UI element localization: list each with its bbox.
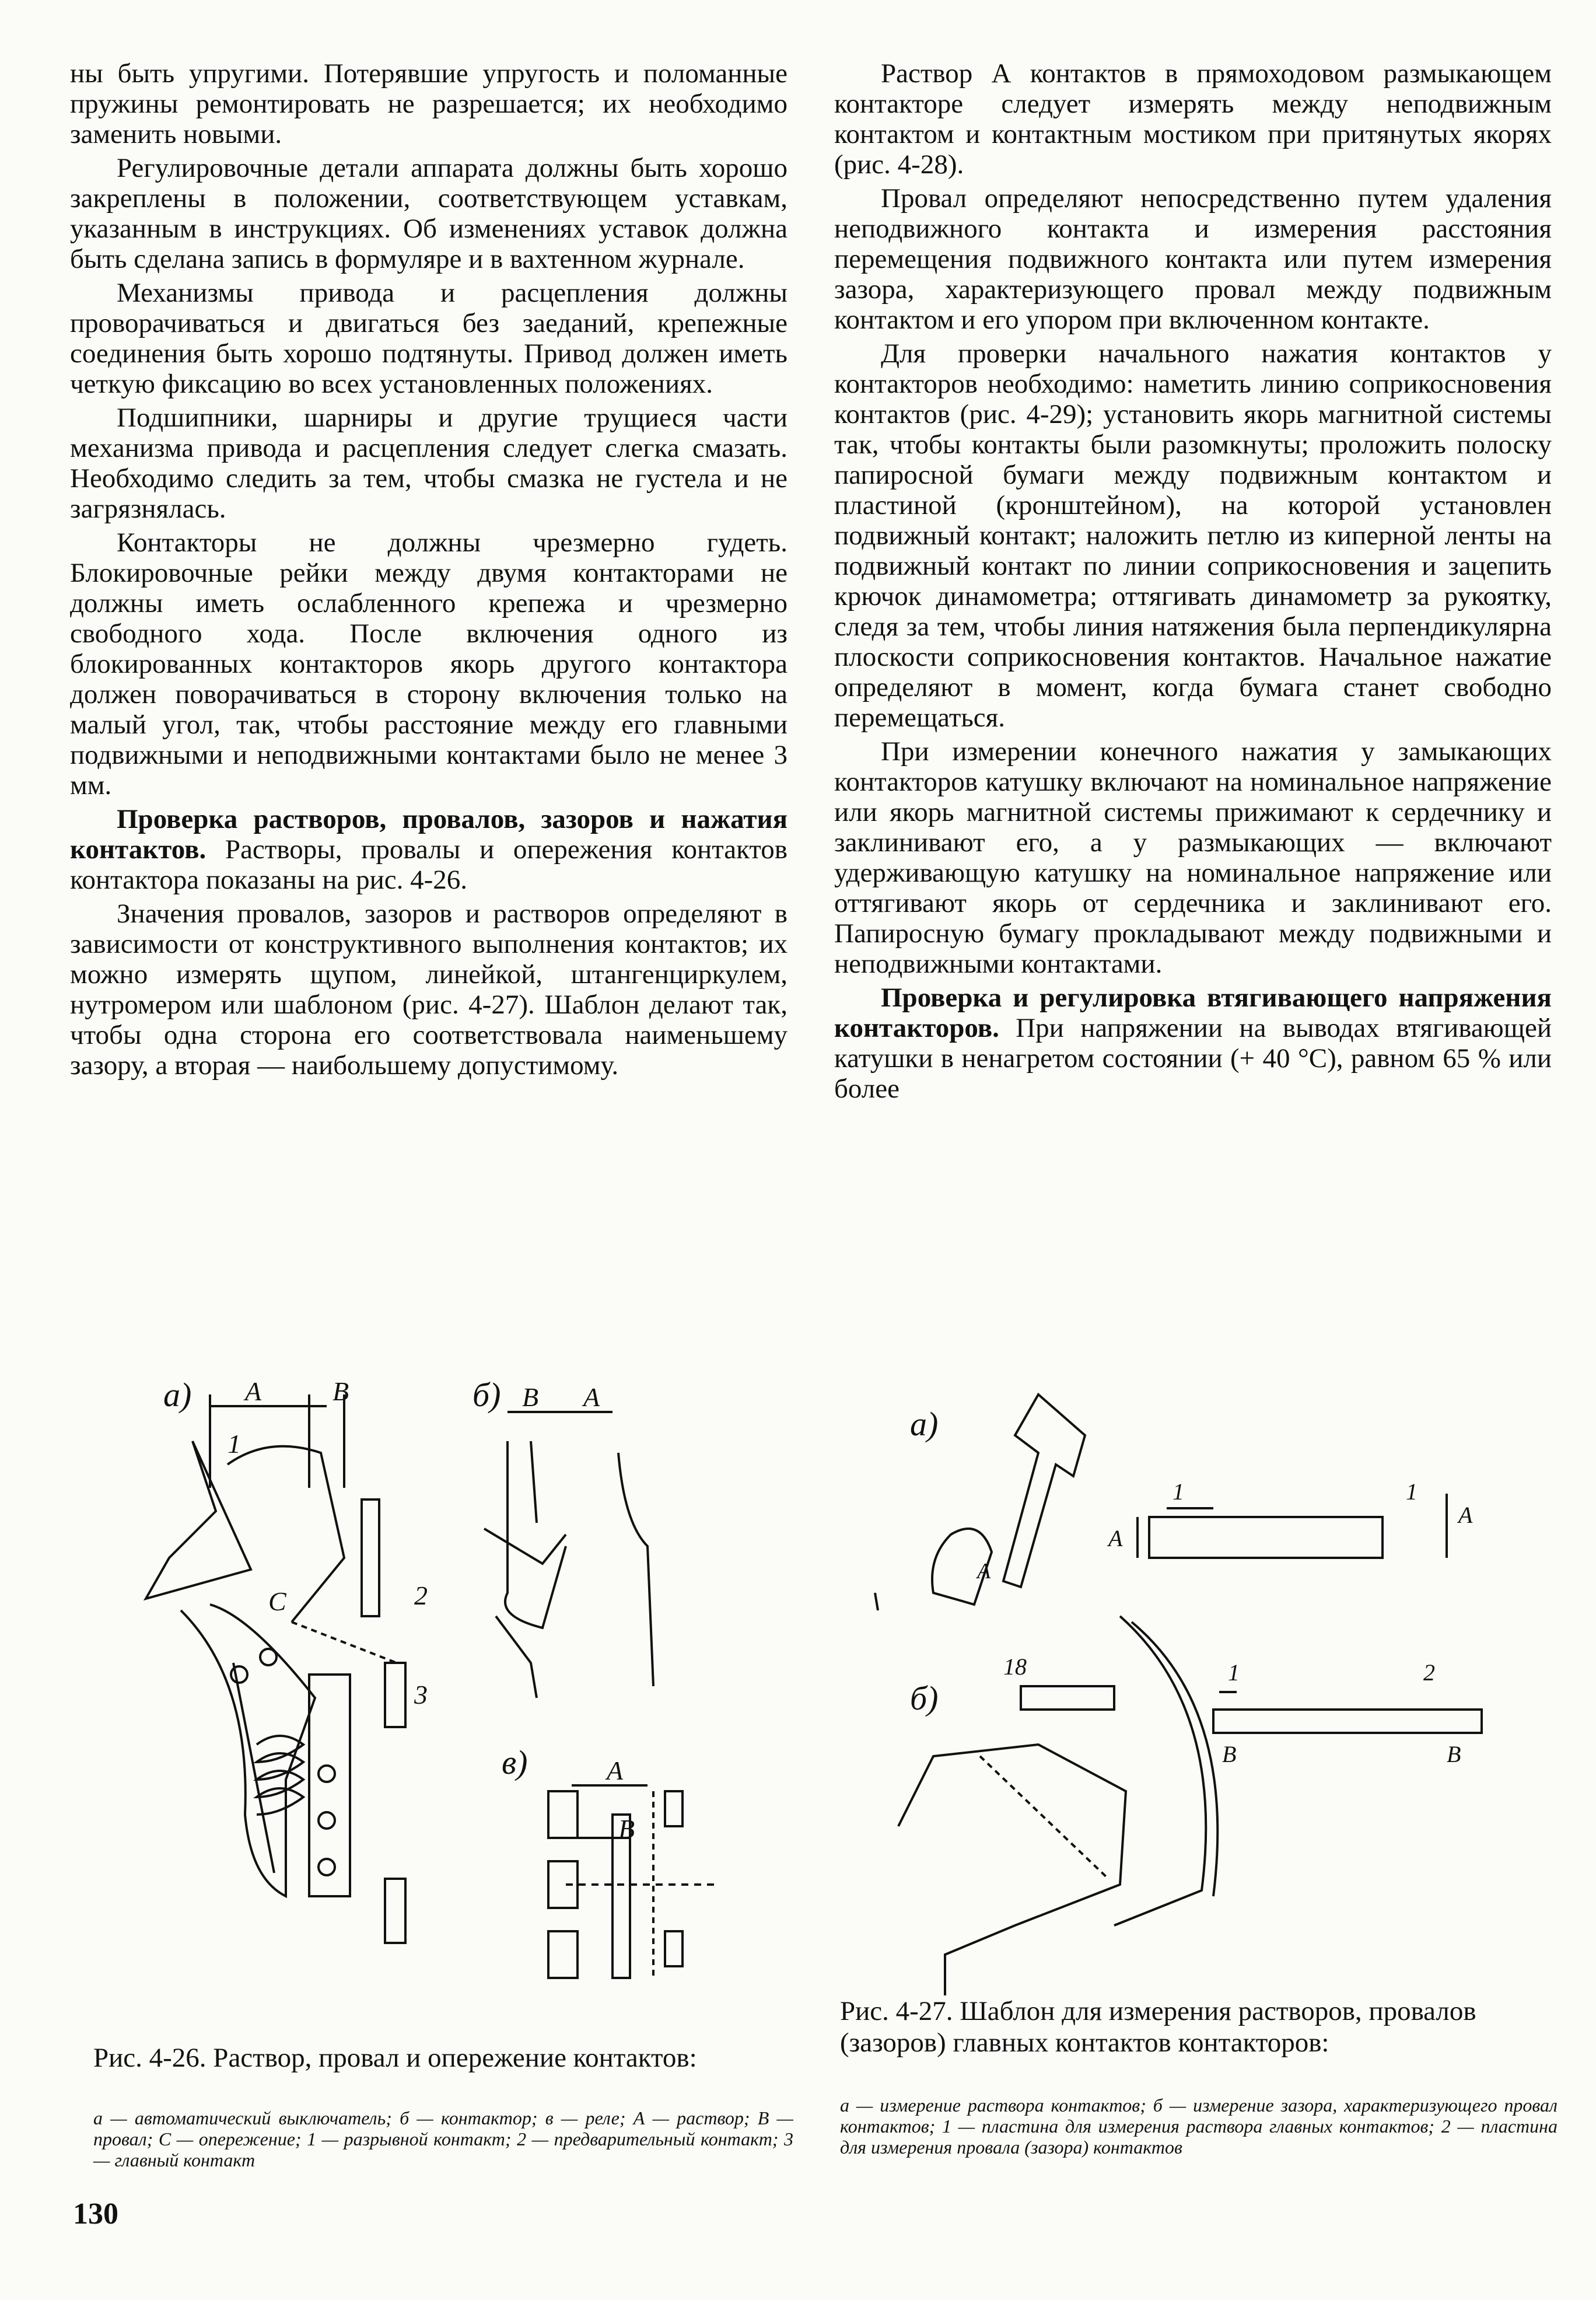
paragraph-heading: Проверка и регулировка втягивающего напряжения контакторов. [834, 983, 1552, 1043]
paragraph-text: Регулировочные детали аппарата должны быть хорошо закреплены в положении, соответствующем уставкам, указанным в инструкциях. Об изменениях уставок должна быть сделана запись в формуляре и в вахтенном журнале. [70, 153, 788, 274]
paragraph [70, 804, 788, 895]
svg-text:A: A [977, 1559, 991, 1584]
svg-text:B: B [332, 1376, 349, 1406]
svg-text:B: B [1447, 1741, 1461, 1767]
svg-text:A: A [583, 1382, 600, 1412]
left-text-column [70, 58, 788, 1084]
figure-4-26 [134, 1371, 793, 2042]
paragraph [834, 736, 1552, 979]
paragraph-text: ны быть упругими. Потерявшие упругость и поломанные пружины ремонтировать не разрешается; их необходимо заменить новыми. [70, 58, 788, 149]
svg-text:A: A [607, 1756, 624, 1785]
paragraph-text: Для проверки начального нажатия контактов у контакторов необходимо: наметить линию соприкосновения контактов (рис. 4-29); установить якорь магнитной системы так, чтобы контакты были разомкнуты; проложить полоску папиросной бумаги между подвижным контактом и пластиной (кронштейном), на которой установлен подвижный контакт; наложить петлю из киперной ленты на подвижный контакт по линии соприкосновения и зацепить крючок динамометра; оттягивать динамометр за рукоятку, следя за тем, чтобы линия натяжения была перпендикулярна плоскости соприкосновения контактов. Начальное нажатие определяют в момент, когда бумага станет свободно перемещаться. [834, 338, 1552, 733]
svg-text:1: 1 [1406, 1478, 1418, 1505]
paragraph-text: Контакторы не должны чрезмерно гудеть. Блокировочные рейки между двумя контакторами не должны иметь ослабленного крепежа и чрезмерно свободного хода. После включения одного из блокированных контакторов якорь другого контактора должен поворачиваться в сторону включения только на малый угол, так, чтобы расстояние между его главными подвижными и неподвижными контактами было не менее 3 мм. [70, 527, 788, 801]
paragraph [70, 278, 788, 399]
paragraph-text: Провал определяют непосредственно путем удаления неподвижного контакта и измерения расстояния перемещения подвижного контакта или путем измерения зазора, характеризующего провал между подвижным контактом и его упором при включенном контакте. [834, 183, 1552, 335]
svg-text:2: 2 [1423, 1659, 1435, 1686]
svg-text:A: A [1108, 1525, 1123, 1551]
svg-text:B: B [522, 1382, 539, 1412]
fig26-caption: Рис. 4-26. Раствор, провал и опережение контактов: [93, 2043, 697, 2073]
paragraph [70, 527, 788, 801]
paragraph [834, 983, 1552, 1104]
svg-text:A: A [245, 1376, 262, 1406]
fig27-caption: Рис. 4-27. Шаблон для измерения растворов, провалов (зазоров) главных контактов контакторов: [840, 1996, 1476, 2058]
paragraph-text: При напряжении на выводах втягивающей катушки в ненагретом состоянии (+ 40 °С), равном 65 % или более [834, 1013, 1552, 1104]
svg-text:1: 1 [1228, 1659, 1240, 1686]
paragraph-text: Подшипники, шарниры и другие трущиеся части механизма привода и расцепления следует слегка смазать. Необходимо следить за тем, чтобы смазка не густела и не загрязнялась. [70, 403, 788, 524]
fig27-legend: а — измерение раствора контактов; б — измерение зазора, характеризующего провал контактов; 1 — пластина для измерения раствора главных контактов; 2 — пластина для измерения провала (зазора) контактов [840, 2095, 1558, 2158]
svg-text:1: 1 [1172, 1478, 1184, 1505]
svg-text:A: A [1458, 1502, 1473, 1528]
right-text-column [834, 58, 1552, 1107]
paragraph-text: Растворы, провалы и опережения контактов контактора показаны на рис. 4-26. [70, 834, 788, 895]
paragraph [70, 403, 788, 524]
paragraph [70, 153, 788, 274]
paragraph [70, 899, 788, 1081]
svg-text:C: C [268, 1586, 286, 1616]
svg-text:B: B [1222, 1741, 1237, 1767]
paragraph-text: Раствор А контактов в прямоходовом размыкающем контакторе следует измерять между неподвижным контактом и контактным мостиком при притянутых якорях (рис. 4-28). [834, 58, 1552, 180]
paragraph-text: Механизмы привода и расцепления должны проворачиваться и двигаться без заеданий, крепежные соединения быть хорошо подтянуты. Привод должен иметь четкую фиксацию во всех установленных положениях. [70, 278, 788, 399]
page-number: 130 [73, 2197, 118, 2231]
paragraph-text: Значения провалов, зазоров и растворов определяют в зависимости от конструктивного выполнения контактов; их можно измерять щупом, линейкой, штангенциркулем, нутромером или шаблоном (рис. 4-27). Шаблон делают так, чтобы одна сторона его соответствовала наименьшему зазору, а вторая — наибольшему допустимому. [70, 899, 788, 1081]
fig27-label-b: б) [910, 1679, 939, 1717]
svg-text:18: 18 [1003, 1654, 1027, 1680]
fig26-label-a: а) [163, 1376, 192, 1414]
fig26-label-v: в) [502, 1743, 528, 1781]
paragraph-text: При измерении конечного нажатия у замыкающих контакторов катушку включают на номинальное напряжение или якорь магнитной системы прижимают к сердечнику и заклинивают его, а у размыкающих — включают удерживающую катушку на номинальное напряжение или оттягивают якорь от сердечника и заклинивают его. Папиросную бумагу прокладывают между подвижными и неподвижными контактами. [834, 736, 1552, 979]
fig26-legend: а — автоматический выключатель; б — контактор; в — реле; А — раствор; В — провал; С — опережение; 1 — разрывной контакт; 2 — предварительный контакт; 3 — главный контакт [93, 2107, 793, 2170]
paragraph-heading: Проверка растворов, провалов, зазоров и нажатия контактов. [70, 804, 788, 865]
fig27-label-a: а) [910, 1405, 939, 1443]
fig26-label-b: б) [473, 1376, 501, 1414]
svg-text:B: B [618, 1814, 635, 1844]
paragraph [834, 338, 1552, 733]
svg-text:1: 1 [228, 1429, 241, 1459]
svg-text:3: 3 [414, 1680, 428, 1710]
paragraph [70, 58, 788, 149]
paragraph [834, 183, 1552, 335]
svg-text:2: 2 [414, 1581, 428, 1610]
figure-4-27 [863, 1383, 1534, 1995]
paragraph [834, 58, 1552, 180]
